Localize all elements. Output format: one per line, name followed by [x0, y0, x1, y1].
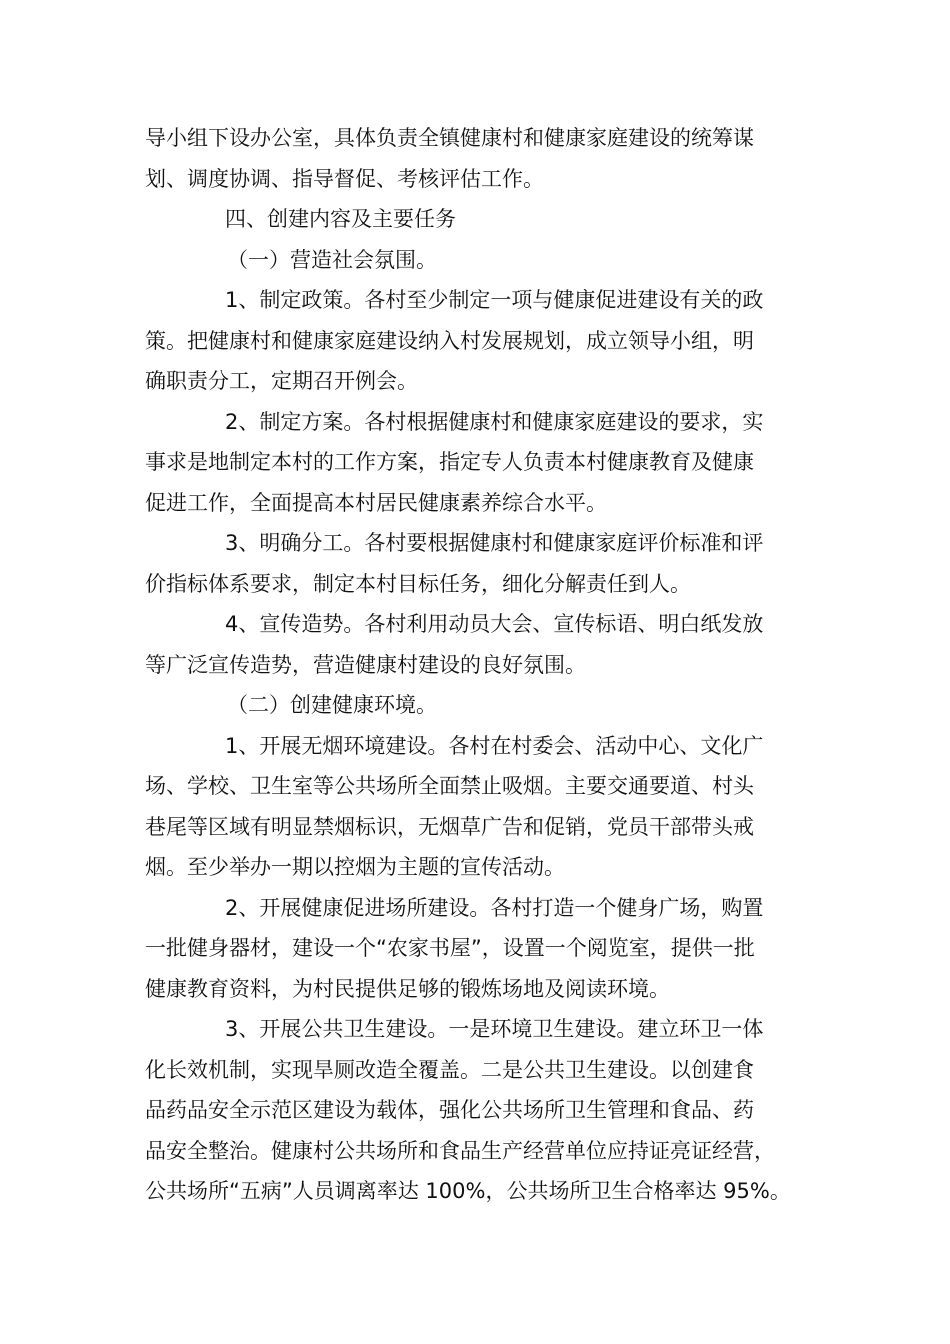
text-line: 品安全整治。健康村公共场所和食品生产经营单位应持证亮证经营， — [145, 1138, 775, 1163]
text-line: 健康教育资料，为村民提供足够的锻炼场地及阅读环境。 — [145, 976, 670, 1001]
text-line: 场、学校、卫生室等公共场所全面禁止吸烟。主要交通要道、村头 — [145, 774, 754, 798]
text-line: 1、开展无烟环境建设。各村在村委会、活动中心、文化广 — [225, 733, 764, 758]
section-heading: 四、创建内容及主要任务 — [225, 207, 456, 231]
text-line: 价指标体系要求，制定本村目标任务，细化分解责任到人。 — [145, 571, 691, 596]
text-line: 导小组下设办公室，具体负责全镇健康村和健康家庭建设的统筹谋 — [145, 126, 754, 150]
text-line: 3、明确分工。各村要根据健康村和健康家庭评价标准和评 — [225, 531, 764, 555]
text-line: 一批健身器材，建设一个“农家书屋”，设置一个阅览室，提供一批 — [145, 936, 755, 960]
text-line: 品药品安全示范区建设为载体，强化公共场所卫生管理和食品、药 — [145, 1098, 754, 1122]
text-line: 事求是地制定本村的工作方案，指定专人负责本村健康教育及健康 — [145, 450, 754, 474]
subsection-heading: （一）营造社会氛围。 — [227, 247, 437, 272]
text-line: 等广泛宣传造势，营造健康村建设的良好氛围。 — [145, 652, 586, 677]
text-line: 烟。至少举办一期以控烟为主题的宣传活动。 — [145, 855, 565, 879]
text-line: 4、宣传造势。各村利用动员大会、宣传标语、明白纸发放 — [225, 612, 764, 636]
text-line: 3、开展公共卫生建设。一是环境卫生建设。建立环卫一体 — [225, 1017, 764, 1041]
text-line: 2、开展健康促进场所建设。各村打造一个健身广场，购置 — [225, 895, 764, 920]
text-line: 划、调度协调、指导督促、考核评估工作。 — [145, 166, 544, 191]
text-line: 公共场所“五病”人员调离率达 100%，公共场所卫生合格率达 95%。 — [145, 1179, 791, 1203]
text-line: 确职责分工，定期召开例会。 — [145, 369, 418, 393]
document-body — [145, 118, 813, 1212]
text-line: 策。把健康村和健康家庭建设纳入村发展规划，成立领导小组，明 — [145, 328, 754, 353]
text-line: 1、制定政策。各村至少制定一项与健康促进建设有关的政 — [225, 288, 764, 312]
text-line: 2、制定方案。各村根据健康村和健康家庭建设的要求，实 — [225, 409, 764, 434]
text-line: 促进工作，全面提高本村居民健康素养综合水平。 — [145, 490, 607, 515]
text-line: 化长效机制，实现旱厕改造全覆盖。二是公共卫生建设。以创建食 — [145, 1057, 754, 1082]
subsection-heading: （二）创建健康环境。 — [227, 693, 437, 717]
text-line: 巷尾等区域有明显禁烟标识，无烟草广告和促销，党员干部带头戒 — [145, 814, 754, 839]
